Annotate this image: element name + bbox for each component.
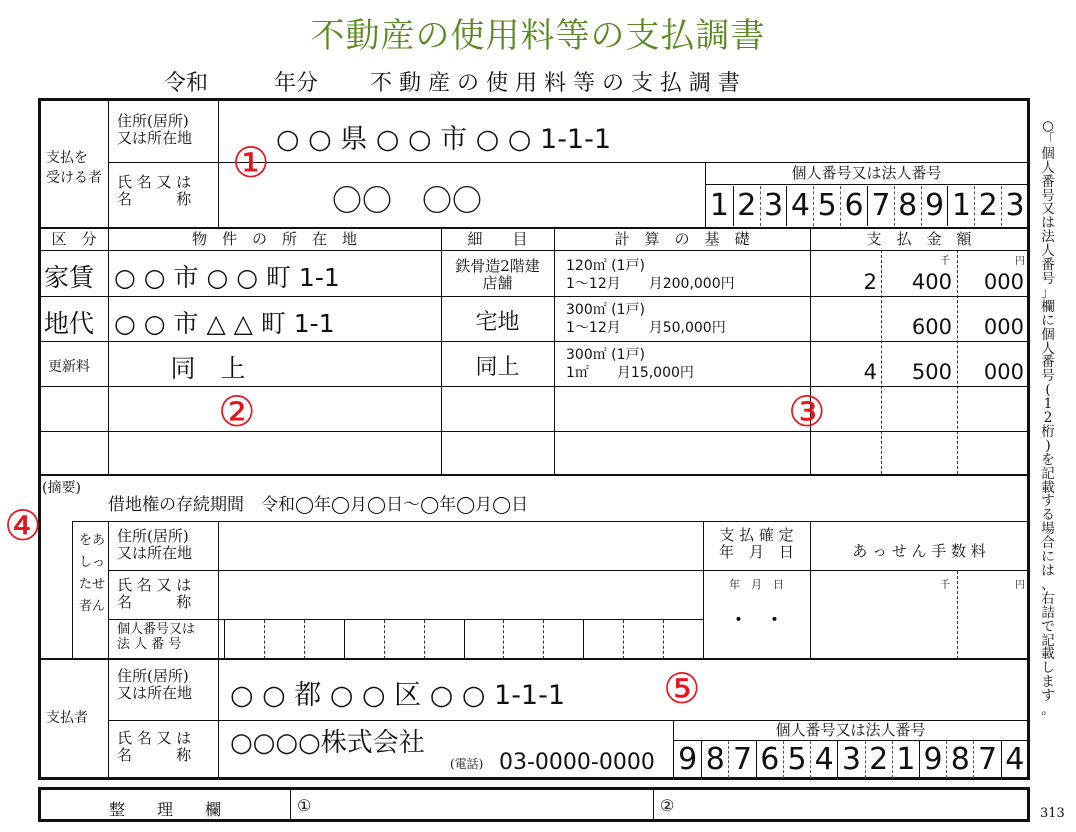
broker-date-header: 支 払 確 定 年 月 日 <box>718 526 794 561</box>
number-digit: 4 <box>786 186 813 226</box>
side-note-char: は <box>1041 563 1055 579</box>
table-col-3 <box>554 229 555 474</box>
number-digit: 9 <box>921 186 948 226</box>
number-digit: 4 <box>810 741 837 778</box>
broker-number-cell-line <box>663 620 664 659</box>
broker-vertical-label <box>74 530 110 618</box>
broker-number-cell-line <box>304 620 305 659</box>
number-digit: 9 <box>678 742 698 777</box>
header-detail: 細 目 <box>467 230 528 248</box>
row-basis-2: 1〜12月 月200,000円 <box>566 276 735 292</box>
number-digit: 1 <box>947 186 974 226</box>
annotation-4: ④ <box>4 501 42 550</box>
side-note-char: 号 <box>1041 368 1055 385</box>
office-col-1 <box>290 790 291 819</box>
row-amount-units: 000 <box>983 360 1024 384</box>
side-note <box>1038 120 1058 718</box>
side-note-char: 又 <box>1041 201 1055 218</box>
broker-number-cell-line <box>424 620 425 659</box>
number-digit: 8 <box>701 741 728 778</box>
number-digit: 2 <box>974 186 1001 226</box>
row-line-5 <box>40 474 1028 476</box>
number-digit: 2 <box>865 741 892 778</box>
recipient-section-label: 支払を 受ける者 <box>46 150 102 186</box>
side-note-char: 番 <box>1041 257 1055 274</box>
broker-number-label: 個人番号又は 法 人 番 号 <box>117 622 196 652</box>
row-basis-1: 120㎡ (1戸) <box>566 258 646 274</box>
side-note-char: 人 <box>1041 159 1055 176</box>
broker-fee-header: あ っ せ ん 手 数 料 <box>852 542 986 560</box>
office-slot-1: ① <box>297 796 312 815</box>
side-note-char: に <box>1041 312 1055 329</box>
row-amount-thousands: 400 <box>911 270 952 294</box>
unit-thousand: 千 <box>940 256 950 267</box>
recipient-name-value: 〇〇 〇〇 <box>332 184 482 219</box>
side-note-char: 1 <box>1043 396 1053 413</box>
side-note-char: 欄 <box>1041 298 1055 315</box>
side-note-char: で <box>1041 618 1055 635</box>
recipient-name-label: 氏 名 又 は 名 称 <box>117 173 192 208</box>
payer-col-1 <box>108 660 109 778</box>
row-detail: 鉄骨造2階建 店舗 <box>455 257 540 292</box>
broker-name-label: 氏 名 又 は 名 称 <box>117 576 192 611</box>
payer-col-2 <box>218 660 219 778</box>
fee-unit-yen: 円 <box>1015 580 1025 591</box>
payer-number-label: 個人番号又は法人番号 <box>775 721 926 739</box>
row-line-1 <box>40 296 1028 297</box>
broker-top <box>72 521 1028 522</box>
number-digit: 7 <box>973 741 1000 778</box>
fee-dash <box>957 571 958 659</box>
side-note-char: 「 <box>1041 131 1055 148</box>
row-detail: 宅地 <box>475 310 520 335</box>
recipient-row-divider <box>108 162 705 163</box>
payer-section-label: 支払者 <box>46 710 88 726</box>
broker-vertical-char-row: をあ <box>78 533 105 548</box>
row-basis-1: 300㎡ (1戸) <box>566 302 646 318</box>
side-note-char: 。 <box>1041 702 1055 719</box>
number-digit: 8 <box>894 186 921 226</box>
recipient-number-top <box>705 162 1028 163</box>
row-line-2 <box>40 341 1028 342</box>
number-digit: 3 <box>1001 186 1028 226</box>
broker-number-cell-line <box>264 620 265 659</box>
side-note-char: 号 <box>1041 187 1055 204</box>
broker-date-sub: 年 月 日 <box>729 578 784 591</box>
payer-phone-label: (電話) <box>450 757 484 771</box>
side-note-char: ま <box>1041 674 1055 691</box>
unit-yen: 円 <box>1015 256 1025 267</box>
broker-vertical-char-row: しっ <box>78 555 105 570</box>
row-basis-2: 1〜12月 月50,000円 <box>566 320 726 336</box>
side-note-char: 個 <box>1041 145 1055 162</box>
broker-date-dots: ・ ・ <box>729 610 784 631</box>
side-note-char: 個 <box>1041 326 1055 343</box>
label-divider <box>218 100 219 228</box>
broker-label-col <box>108 521 109 659</box>
number-digit: 9 <box>919 741 946 778</box>
broker-number-cell-line <box>344 620 345 659</box>
broker-address-label: 住所(居所) 又は所在地 <box>117 527 193 562</box>
row-amount-units: 000 <box>983 315 1024 339</box>
payer-name-value: ○○○○株式会社 <box>230 728 425 758</box>
annotation-1: ① <box>232 138 270 187</box>
header-basis: 計 算 の 基 礎 <box>614 230 750 248</box>
number-digit: 7 <box>867 186 894 226</box>
broker-number-cell-line <box>543 620 544 659</box>
side-note-char: ( <box>1045 382 1051 399</box>
number-digit: 1 <box>892 741 919 778</box>
side-note-char: す <box>1041 688 1055 705</box>
number-digit: 7 <box>728 741 755 778</box>
broker-number-cell-line <box>623 620 624 659</box>
number-digit: 5 <box>813 186 840 226</box>
side-note-char: 」 <box>1041 284 1055 301</box>
annotation-3: ③ <box>788 387 826 436</box>
recipient-number-label: 個人番号又は法人番号 <box>791 164 942 182</box>
row-basis-1: 300㎡ (1戸) <box>566 347 646 363</box>
row-amount-millions: 2 <box>863 270 877 294</box>
payer-phone-value: 03-0000-0000 <box>499 750 655 775</box>
number-digit: 3 <box>837 741 864 778</box>
side-note-char: 人 <box>1041 340 1055 357</box>
side-note-char: 記 <box>1041 632 1055 649</box>
office-slot-2: ② <box>660 796 675 815</box>
annotation-2: ② <box>218 387 256 436</box>
side-note-char: は <box>1041 215 1055 232</box>
broker-label-col-2 <box>218 521 219 659</box>
summary-value: 借地権の存続期間 令和◯年◯月◯日〜◯年◯月◯日 <box>108 495 529 515</box>
side-note-char: 桁 <box>1041 423 1055 440</box>
form-number: 313 <box>1040 806 1065 821</box>
payer-top <box>40 658 1028 660</box>
side-note-char: 2 <box>1043 410 1053 427</box>
recipient-address-value: ○ ○ 県 ○ ○ 市 ○ ○ 1-1-1 <box>276 124 612 155</box>
payer-address-label: 住所(居所) 又は所在地 <box>117 667 193 702</box>
side-note-char: 記 <box>1041 465 1055 482</box>
row-amount-thousands: 500 <box>911 360 952 384</box>
row-category: 家賃 <box>44 263 95 292</box>
row-amount-units: 000 <box>983 270 1024 294</box>
row-basis-2: 1㎡ 月15,000円 <box>566 365 694 381</box>
row-amount-thousands: 600 <box>911 315 952 339</box>
row-amount-millions: 4 <box>863 360 877 384</box>
era-label: 令和 <box>164 71 209 96</box>
row-category: 地代 <box>44 309 95 338</box>
office-col-2 <box>653 790 654 819</box>
side-note-char: 右 <box>1041 590 1055 607</box>
row-location: ○ ○ 市 ○ ○ 町 1-1 <box>114 263 340 292</box>
header-property: 物 件 の 所 在 地 <box>191 230 357 248</box>
side-note-char: る <box>1041 507 1055 524</box>
number-digit: 4 <box>1001 741 1028 778</box>
table-col-4 <box>810 229 811 474</box>
table-header-line <box>40 250 1028 251</box>
number-digit: 3 <box>760 186 787 226</box>
broker-left <box>72 521 73 659</box>
side-note-char: し <box>1041 660 1055 677</box>
side-note-char: す <box>1041 493 1055 510</box>
broker-date-sep <box>703 570 1028 571</box>
header-category: 区 分 <box>51 230 97 248</box>
recipient-address-label: 住所(居所) 又は所在地 <box>117 112 193 147</box>
broker-line-1 <box>108 570 703 571</box>
side-note-char: 番 <box>1041 173 1055 190</box>
recipient-divider <box>108 100 109 228</box>
row-line-4 <box>40 431 1028 432</box>
broker-number-cell-line <box>384 620 385 659</box>
broker-number-cell-line <box>503 620 504 659</box>
number-digit: 1 <box>709 188 729 223</box>
side-note-char: 詰 <box>1041 604 1055 621</box>
side-note-char: を <box>1041 451 1055 468</box>
payer-address-value: ○ ○ 都 ○ ○ 区 ○ ○ 1-1-1 <box>230 680 566 711</box>
number-digit: 6 <box>756 741 783 778</box>
number-digit: 6 <box>840 186 867 226</box>
side-note-char: 人 <box>1041 243 1055 260</box>
side-note-char: 番 <box>1041 354 1055 371</box>
broker-number-cell-line <box>464 620 465 659</box>
side-note-char: ○ <box>1042 118 1054 134</box>
page-title: 不動産の使用料等の支払調書 <box>310 16 766 56</box>
broker-number-cell-line <box>583 620 584 659</box>
recipient-number-digits <box>706 186 1028 226</box>
row-location: ○ ○ 市 △ △ 町 1-1 <box>114 309 335 338</box>
form-title: 不 動 産 の 使 用 料 等 の 支 払 調 書 <box>370 71 740 96</box>
payer-number-digits <box>674 741 1028 778</box>
side-note-char: 場 <box>1041 521 1055 538</box>
broker-line-2 <box>108 619 703 620</box>
side-note-char: 載 <box>1041 646 1055 663</box>
number-digit: 2 <box>733 186 760 226</box>
row-category: 更新料 <box>48 359 90 375</box>
annotation-5: ⑤ <box>663 664 701 713</box>
year-label: 年分 <box>274 71 319 96</box>
side-note-char: 合 <box>1041 535 1055 552</box>
side-note-char: 載 <box>1041 479 1055 496</box>
header-amount: 支 払 金 額 <box>866 230 972 248</box>
broker-vertical-char-row: たせ <box>78 577 105 592</box>
recipient-number-sep <box>705 184 1028 185</box>
number-digit: 5 <box>783 741 810 778</box>
section-divider <box>40 227 1028 229</box>
number-digit: 8 <box>946 741 973 778</box>
payer-name-label: 氏 名 又 は 名 称 <box>117 729 192 764</box>
side-note-char: 法 <box>1041 229 1055 246</box>
row-line-3 <box>40 386 1028 387</box>
side-note-char: 、 <box>1041 576 1055 593</box>
side-note-char: 号 <box>1041 270 1055 287</box>
office-label: 整 理 欄 <box>108 800 221 819</box>
fee-unit-thousand: 千 <box>940 580 950 591</box>
broker-vertical-char-row: 者ん <box>78 599 105 614</box>
summary-label: (摘要) <box>42 480 81 496</box>
row-location: 同 上 <box>170 354 246 383</box>
row-detail: 同上 <box>475 355 520 380</box>
side-note-char: ) <box>1045 437 1051 454</box>
broker-number-cell-line <box>224 620 225 659</box>
side-note-char: に <box>1041 549 1055 566</box>
